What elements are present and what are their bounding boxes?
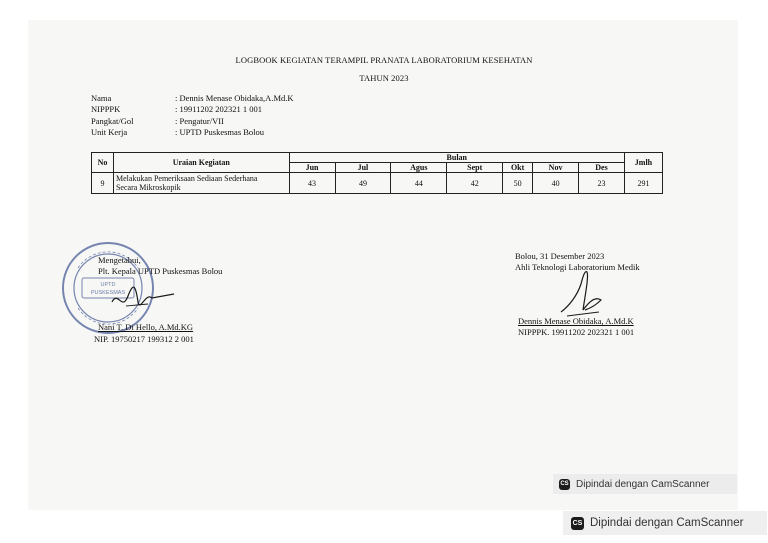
header-month: Des bbox=[579, 163, 625, 173]
camscanner-icon: CS bbox=[559, 479, 570, 490]
header-no: No bbox=[92, 153, 114, 173]
signer-position: Plt. Kepala UPTD Puskesmas Bolou bbox=[98, 266, 223, 276]
camscanner-watermark bbox=[553, 474, 737, 494]
info-row-nipppk bbox=[91, 104, 294, 115]
cell-month-value: 44 bbox=[391, 173, 447, 194]
table-row bbox=[92, 173, 663, 194]
cell-month-value: 42 bbox=[447, 173, 503, 194]
signature-block-left bbox=[94, 255, 223, 344]
cell-total: 291 bbox=[624, 173, 662, 194]
camscanner-icon: CS bbox=[571, 517, 584, 530]
table-header-row bbox=[92, 153, 663, 163]
cell-month-value: 40 bbox=[533, 173, 579, 194]
info-row-nama bbox=[91, 93, 294, 104]
info-label: Unit Kerja bbox=[91, 126, 128, 137]
cell-month-value: 49 bbox=[335, 173, 391, 194]
document-title: LOGBOOK KEGIATAN TERAMPIL PRANATA LABORATORIUM KESEHATAN bbox=[235, 55, 533, 65]
logbook-table bbox=[91, 152, 663, 194]
cell-month-value: 23 bbox=[579, 173, 625, 194]
uraian-line: Secara Mikroskopik bbox=[115, 183, 181, 192]
svg-text:PUSKESMAS: PUSKESMAS bbox=[90, 290, 126, 296]
svg-text:UPTD: UPTD bbox=[100, 282, 116, 288]
cell-no: 9 bbox=[92, 173, 114, 194]
header-bulan: Bulan bbox=[289, 153, 624, 163]
place-date: Bolou, 31 Desember 2023 bbox=[515, 251, 605, 261]
cell-month-value: 50 bbox=[503, 173, 533, 194]
header-month: Okt bbox=[503, 163, 533, 173]
header-month: Nov bbox=[533, 163, 579, 173]
document-year: TAHUN 2023 bbox=[359, 73, 409, 83]
info-value: : Pengatur/VII bbox=[175, 116, 224, 127]
info-row-unit-kerja bbox=[91, 127, 294, 138]
info-value: : UPTD Puskesmas Bolou bbox=[175, 127, 264, 138]
cell-month-value: 43 bbox=[289, 173, 335, 194]
header-month: Jun bbox=[289, 163, 335, 173]
info-row-pangkat bbox=[91, 116, 294, 127]
acknowledgement-label: Mengetahui, bbox=[98, 255, 141, 265]
signer-name: Dennis Menase Obidaka, A.Md.K bbox=[518, 316, 634, 326]
camscanner-watermark bbox=[563, 511, 767, 535]
info-label: Nama bbox=[91, 93, 112, 103]
info-value: : Dennis Menase Obidaka,A.Md.K bbox=[175, 93, 294, 104]
info-label: NIPPPK bbox=[91, 104, 121, 115]
handwritten-signature-right bbox=[555, 266, 615, 321]
header-month: Jul bbox=[335, 163, 391, 173]
signer-nip: NIPPPK. 19911202 202321 1 001 bbox=[518, 327, 635, 337]
signer-position: Ahli Teknologi Laboratorium Medik bbox=[515, 262, 640, 272]
header-uraian: Uraian Kegiatan bbox=[113, 153, 289, 173]
uraian-line: Melakukan Pemeriksaan Sediaan Sederhana bbox=[115, 174, 258, 183]
handwritten-signature-left bbox=[108, 282, 178, 317]
identity-block bbox=[91, 93, 294, 138]
info-value: : 19911202 202321 1 001 bbox=[175, 104, 262, 115]
header-jumlah: Jmlh bbox=[624, 153, 662, 173]
camscanner-label: Dipindai dengan CamScanner bbox=[576, 478, 710, 490]
signer-nip: NIP. 19750217 199312 2 001 bbox=[94, 334, 194, 344]
header-month: Agus bbox=[391, 163, 447, 173]
camscanner-label: Dipindai dengan CamScanner bbox=[590, 517, 744, 529]
header-month: Sept bbox=[447, 163, 503, 173]
cell-uraian bbox=[113, 173, 289, 194]
signer-name: Nani T. Di Hello, A.Md.KG bbox=[98, 322, 194, 332]
info-label: Pangkat/Gol bbox=[91, 115, 134, 126]
